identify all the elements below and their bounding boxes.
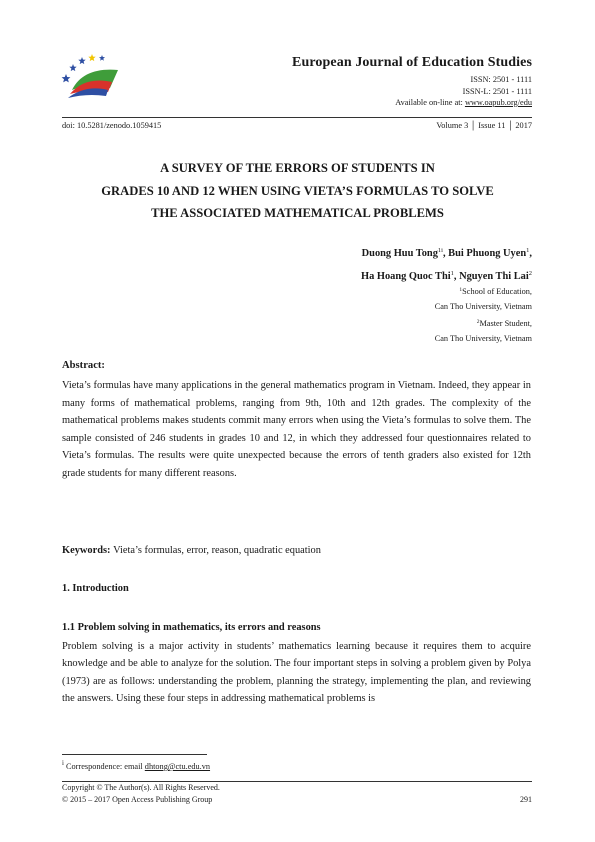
authors-line [361,241,532,264]
journal-url-link[interactable]: www.oapub.org/edu [464,98,532,107]
abstract-heading: Abstract: [62,360,105,371]
paper-title [60,157,535,225]
subsection-heading: 1.1 Problem solving in mathematics, its errors and reasons [62,622,321,633]
author-separator: , [529,248,532,259]
affiliation-text: Master Student, [479,318,532,328]
available-label: Available on-line at: [395,98,465,107]
correspondence-email-link[interactable]: dhtong@ctu.edu.vn [144,761,211,771]
authors [361,241,532,287]
journal-logo [60,52,126,102]
keywords-label: Keywords: [62,545,114,556]
affiliation-line: Can Tho University, Vietnam [434,302,532,312]
footnote-divider [62,754,207,755]
journal-name: European Journal of Education Studies [292,55,532,70]
body-paragraph: Problem solving is a major activity in students’ mathematics learning because it requires them to acquire knowledge and be able to analyze for the solution. The four important steps in solving a problem given by Polya (1973) are as follows: understanding the problem, planning the strategy, implementing the plan, and reviewing the answers. Using these four steps in addressing mathematical problems is [62,641,531,705]
footnote-label: Correspondence: email [63,761,145,771]
author-name: Bui Phuong Uyen [448,248,527,259]
volume-issue: Volume 3 │ Issue 11 │ 2017 [436,121,532,130]
affiliation-line [435,315,532,331]
abstract-text: Vieta’s formulas have many applications in the general mathematics program in Vietnam. Indeed, they appear in many forms of mathematical problems, ranging from 9th, 10th and 12th grades. The complexity of the mathematical problems makes students commit many errors when using the Vieta’s formulas to solve them. The sample consisted of 246 students in grades 10 and 12, in which they addressed four questionnaires related to Vieta’s formulas. The results were quite unexpected because the errors of tenth graders also existed for 12th grade students for many different reasons. [62,380,531,479]
keywords [62,545,532,556]
affiliation-line [435,283,532,299]
author-name: Ha Hoang Quoc Thi [361,271,451,282]
affiliation-text: School of Education, [462,287,532,296]
footnote [62,760,210,771]
author-affil-sup: 1 [526,247,530,254]
footer-divider [62,781,532,782]
issn-l: ISSN-L: 2501 - 1111 [462,86,532,96]
title-line: A SURVEY OF THE ERRORS OF STUDENTS IN [160,161,435,175]
header-divider [62,117,532,118]
footnote-marker: i [62,760,64,767]
author-name: Duong Huu Tong [361,248,438,259]
page-number: 291 [520,795,532,804]
author-separator: , [442,248,449,259]
author-separator: , [453,271,460,282]
publisher: © 2015 – 2017 Open Access Publishing Group [62,795,213,804]
title-line: THE ASSOCIATED MATHEMATICAL PROBLEMS [151,206,444,220]
copyright: Copyright © The Author(s). All Rights Reserved. [62,783,220,792]
affiliation-sup: 1 [459,287,463,293]
author-affil-sup: 2 [528,270,532,277]
author-affil-sup: 1 [450,270,454,277]
issn: ISSN: 2501 - 1111 [470,75,532,84]
keywords-list: Vieta’s formulas, error, reason, quadratic equation [113,545,321,556]
available-online [292,97,532,109]
journal-masthead [292,55,532,109]
affiliation-sup: 2 [476,318,480,325]
affiliation-line: Can Tho University, Vietnam [434,333,532,343]
book-stars-logo-icon [60,52,126,102]
title-line: GRADES 10 AND 12 WHEN USING VIETA’S FORMULAS TO SOLVE [101,183,494,198]
doi: doi: 10.5281/zenodo.1059415 [62,121,162,130]
section-heading: 1. Introduction [62,583,129,594]
affiliations [435,283,532,346]
author-affil-sup: 1i [437,247,443,254]
author-name: Nguyen Thi Lai [459,271,529,282]
